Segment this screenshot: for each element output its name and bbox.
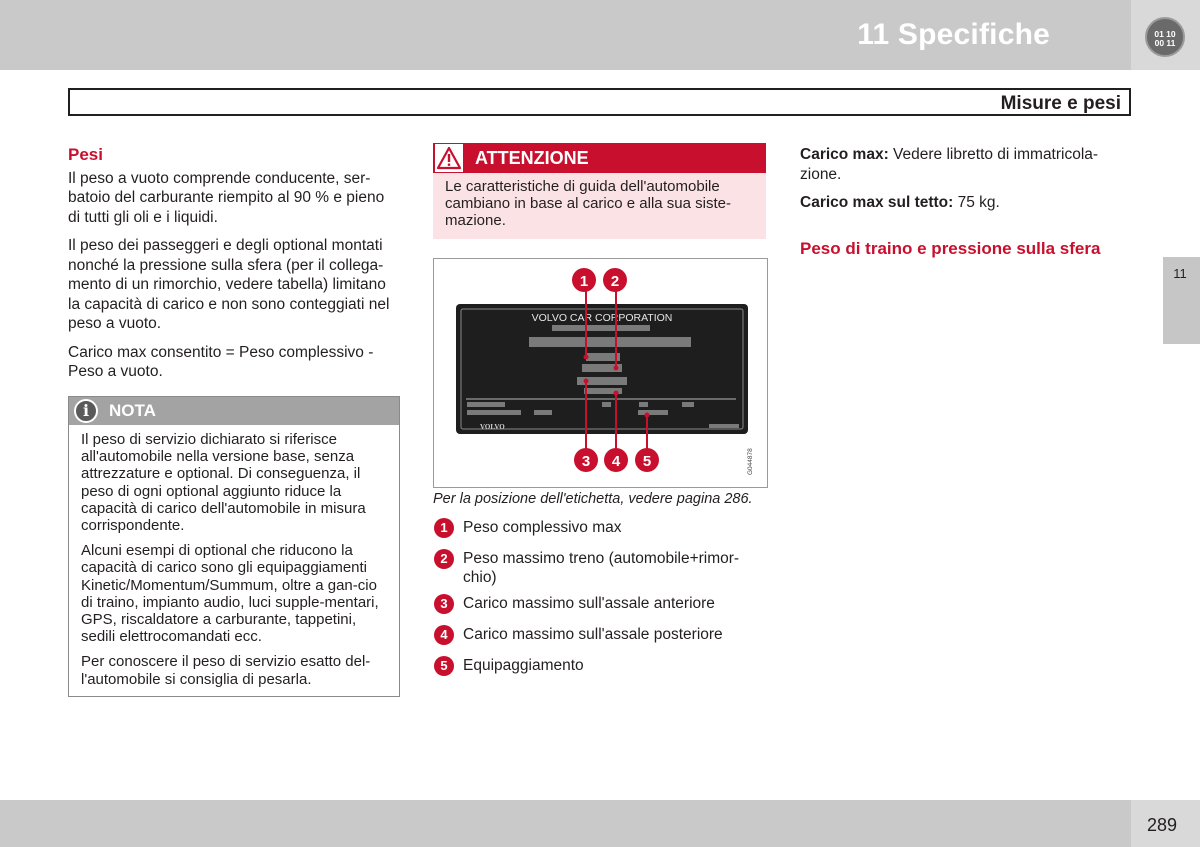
carico-max-paragraph <box>800 145 1122 184</box>
chapter-title: 11 Specifiche <box>857 18 1050 51</box>
legend-item <box>434 625 764 644</box>
carico-tetto-text: 75 kg. <box>953 194 1000 211</box>
nota-paragraph-1: Il peso di servizio dichiarato si riferisce all'automobile nella versione base, senza attrezzature e optional. Di conseguenza, il peso di ogni optional aggiunto riduce la capacità di carico dell'automobile in misura corrispondente. <box>81 431 366 535</box>
figure-legend <box>434 518 764 675</box>
legend-text: Carico massimo sull'assale anteriore <box>463 595 715 612</box>
pesi-paragraph-1: Il peso a vuoto comprende conducente, ser-batoio del carburante riempito al 90 % e pieno di tutti gli oli e i liquidi. <box>68 169 385 226</box>
svg-text:3: 3 <box>581 453 591 470</box>
column-carico <box>800 145 1122 262</box>
warning-box <box>433 143 766 239</box>
legend-text: Equipaggiamento <box>463 657 584 674</box>
legend-item <box>434 594 764 613</box>
traino-heading: Peso di traino e pressione sulla sfera <box>800 238 1101 258</box>
figure-code: G044878 <box>747 448 754 475</box>
warning-header <box>433 143 766 173</box>
legend-number-icon: 1 <box>434 518 454 538</box>
pesi-paragraph-3: Carico max consentito = Peso complessivo - Peso a vuoto. <box>68 343 374 380</box>
callout-4 <box>604 448 628 472</box>
callout-2 <box>603 268 627 292</box>
page-number-box <box>1131 800 1200 847</box>
warning-label: ATTENZIONE <box>475 148 589 168</box>
page-number: 289 <box>1146 815 1178 835</box>
nota-label: NOTA <box>109 401 156 420</box>
weight-plate-illustration <box>434 259 767 487</box>
svg-text:1: 1 <box>579 273 589 290</box>
carico-tetto-label: Carico max sul tetto: <box>800 194 954 211</box>
svg-text:2: 2 <box>610 273 620 290</box>
plate-brand: VOLVO <box>480 423 505 431</box>
legend-text: Peso massimo treno (automobile+rimor-chio) <box>463 550 740 586</box>
legend-text: Carico massimo sull'assale posteriore <box>463 626 723 643</box>
nota-paragraph-3: Per conoscere il peso di servizio esatto del-l'automobile si consiglia di pesarla. <box>81 653 371 688</box>
legend-number-icon: 5 <box>434 656 454 676</box>
legend-number-icon: 3 <box>434 594 454 614</box>
legend-number-icon: 4 <box>434 625 454 645</box>
side-tab-label: 11 <box>1173 266 1187 281</box>
svg-text:5: 5 <box>642 453 652 470</box>
callout-5 <box>635 448 659 472</box>
callout-1 <box>572 268 596 292</box>
carico-tetto-paragraph <box>800 193 1122 213</box>
section-title: Misure e pesi <box>1000 93 1121 114</box>
section-header <box>68 88 1131 116</box>
carico-max-text: Vedere libretto di immatricola-zione. <box>800 146 1099 183</box>
column-pesi <box>68 145 400 391</box>
nota-paragraph-2: Alcuni esempi di optional che riducono la capacità di carico sono gli equipaggiamenti Kinetic/Momentum/Summum, oltre a gan-cio di traino, impianto audio, luci supple-mentari, GPS, riscaldatore a carburante, tappetini, sedili elettrocomandati ecc. <box>81 542 379 646</box>
legend-item <box>434 549 764 587</box>
badge-line-1: 01 10 <box>1154 29 1176 39</box>
badge-line-2: 00 11 <box>1154 38 1176 48</box>
callout-3 <box>574 448 598 472</box>
legend-item <box>434 518 764 537</box>
nota-box <box>68 396 400 697</box>
chapter-side-tab <box>1163 257 1200 344</box>
figure-caption: Per la posizione dell'etichetta, vedere pagina 286. <box>433 491 753 507</box>
plate-title: VOLVO CAR CORPORATION <box>531 312 673 324</box>
nota-header <box>69 397 399 425</box>
footer-bar <box>0 800 1131 847</box>
pesi-paragraph-2: Il peso dei passeggeri e degli optional montati nonché la pressione sulla sfera (per il collega-mento di un rimorchio, vedere tabella) limitano la capacità di carico e non sono conteggiati nel peso a vuoto. <box>68 237 390 332</box>
nota-body <box>69 425 399 688</box>
pesi-heading: Pesi <box>68 145 103 164</box>
legend-item <box>434 656 764 675</box>
warning-text: Le caratteristiche di guida dell'automobile cambiano in base al carico e alla sua siste-mazione. <box>445 178 731 229</box>
info-icon: i <box>74 399 98 423</box>
weight-plate-figure <box>433 258 768 488</box>
header-bar <box>0 0 1131 70</box>
carico-max-label: Carico max: <box>800 146 889 163</box>
warning-triangle-icon <box>435 144 463 172</box>
chapter-badge-icon <box>1145 17 1185 57</box>
svg-text:4: 4 <box>611 453 621 470</box>
legend-number-icon: 2 <box>434 549 454 569</box>
legend-text: Peso complessivo max <box>463 519 622 536</box>
